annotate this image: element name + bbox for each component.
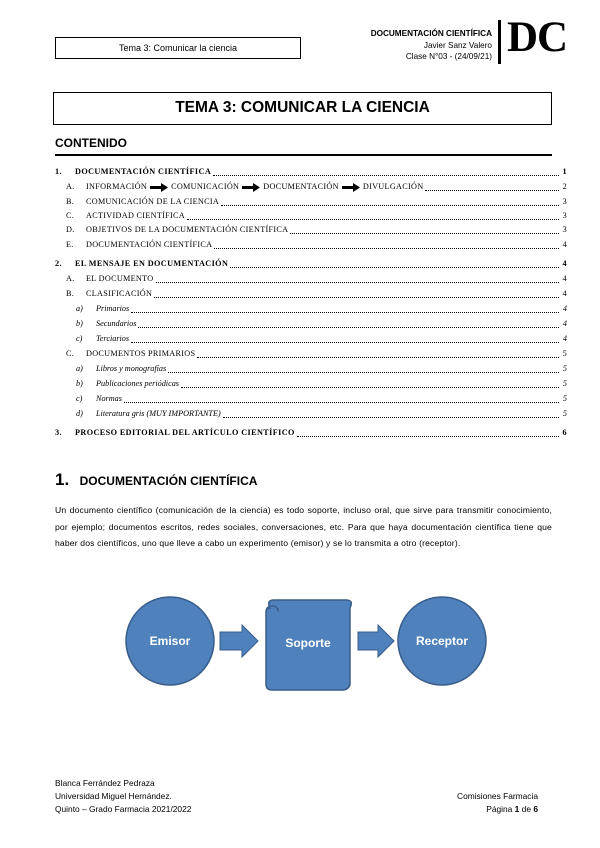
toc-leader [425, 181, 559, 191]
toc-leader [297, 427, 559, 437]
toc-label: ACTIVIDAD CIENTÍFICA [86, 211, 186, 220]
arrow-right-icon [239, 182, 263, 191]
toc-entry[interactable] [0, 181, 600, 193]
toc-number: A. [66, 182, 75, 191]
course-name: DOCUMENTACIÓN CIENTÍFICA [370, 29, 492, 38]
toc-label: OBJETIVOS DE LA DOCUMENTACIÓN CIENTÍFICA [86, 225, 289, 234]
toc-entry[interactable] [0, 288, 600, 300]
toc-label: EL DOCUMENTO [86, 274, 154, 283]
toc-number: C. [66, 349, 75, 358]
topic-box: Tema 3: Comunicar la ciencia [55, 37, 301, 59]
footer-author: Blanca Ferrández Pedraza [55, 778, 155, 788]
toc-entry[interactable] [0, 333, 600, 345]
toc-entry[interactable] [0, 166, 600, 178]
toc-page: 4 [562, 319, 567, 328]
arrow-right-icon [147, 182, 171, 191]
toc-entry[interactable] [0, 408, 600, 420]
toc-label: Primarios [96, 304, 130, 313]
toc-leader [213, 166, 559, 176]
toc-leader [230, 258, 559, 268]
toc-number: C. [66, 211, 75, 220]
toc-entry[interactable] [0, 239, 600, 251]
toc-page: 1 [562, 167, 567, 176]
arrow-1 [220, 625, 258, 657]
toc-page: 3 [562, 225, 567, 234]
toc-entry[interactable] [0, 393, 600, 405]
toc-leader [187, 210, 559, 220]
toc-page: 5 [562, 349, 567, 358]
toc-number: D. [66, 225, 75, 234]
toc-label: Libros y monografías [96, 364, 167, 373]
toc-page: 5 [562, 364, 567, 373]
soporte-label: Soporte [285, 636, 331, 650]
toc-page: 4 [562, 334, 567, 343]
toc-number: 1. [55, 167, 62, 176]
toc-page: 5 [562, 394, 567, 403]
toc-number: a) [76, 304, 83, 313]
footer-group: Comisiones Farmacia [457, 791, 538, 801]
toc-leader [154, 288, 559, 298]
toc-label: Normas [96, 394, 122, 403]
toc-leader [156, 273, 559, 283]
toc-number: B. [66, 289, 75, 298]
toc-page: 4 [562, 259, 567, 268]
toc-label: DOCUMENTACIÓN CIENTÍFICA [75, 167, 212, 176]
page-of: de [519, 804, 534, 814]
toc-chain-term: DOCUMENTACIÓN [263, 182, 339, 191]
dc-logo: DC [507, 14, 568, 61]
footer-right [457, 790, 538, 816]
toc-page: 6 [562, 428, 567, 437]
toc-leader [223, 408, 559, 418]
page-current: 1 [514, 804, 520, 814]
toc-number: A. [66, 274, 75, 283]
toc-entry[interactable] [0, 427, 600, 439]
page-number [457, 803, 538, 816]
toc-entry[interactable] [0, 224, 600, 236]
toc-entry[interactable] [0, 303, 600, 315]
heading-rule [55, 154, 552, 156]
toc-leader [124, 393, 559, 403]
toc-leader [138, 318, 559, 328]
toc-page: 5 [562, 379, 567, 388]
toc-leader [181, 378, 559, 388]
toc-label: DOCUMENTOS PRIMARIOS [86, 349, 196, 358]
header-info [371, 28, 492, 63]
footer-course: Quinto – Grado Farmacia 2021/2022 [55, 804, 192, 814]
page-total: 6 [533, 804, 538, 814]
toc-number: c) [76, 334, 83, 343]
arrow-2 [358, 625, 394, 657]
toc-number: d) [76, 409, 83, 418]
toc-number: 3. [55, 428, 62, 437]
toc-page: 4 [562, 274, 567, 283]
receptor-label: Receptor [415, 634, 469, 648]
toc-label: COMUNICACIÓN DE LA CIENCIA [86, 197, 220, 206]
toc-chain-term: COMUNICACIÓN [171, 182, 240, 191]
toc-leader [221, 196, 559, 206]
section-title: DOCUMENTACIÓN CIENTÍFICA [79, 474, 258, 488]
logo-bar [498, 20, 501, 64]
toc-page: 2 [562, 182, 567, 191]
toc-number: 2. [55, 259, 62, 268]
toc-page: 4 [562, 240, 567, 249]
toc-page: 4 [562, 289, 567, 298]
class-date: Clase N°03 - (24/09/21) [405, 52, 492, 61]
toc-label: Publicaciones periódicas [96, 379, 179, 388]
page-title: TEMA 3: COMUNICAR LA CIENCIA [53, 92, 552, 125]
toc-chain-term: DIVULGACIÓN [362, 182, 424, 191]
footer-left [55, 777, 191, 816]
toc-number: c) [76, 394, 83, 403]
toc-entry[interactable] [0, 210, 600, 222]
emisor-label: Emisor [149, 634, 191, 648]
toc-entry[interactable] [0, 196, 600, 208]
toc-entry[interactable] [0, 273, 600, 285]
toc-entry[interactable] [0, 378, 600, 390]
toc-label [86, 181, 423, 193]
toc-page: 3 [562, 211, 567, 220]
section-number: 1. [55, 470, 70, 489]
toc-entry[interactable] [0, 258, 600, 270]
toc-label: Literatura gris (MUY IMPORTANTE) [96, 409, 221, 418]
toc-leader [131, 333, 559, 343]
toc-label: EL MENSAJE EN DOCUMENTACIÓN [75, 259, 229, 268]
toc-leader [197, 348, 559, 358]
toc-page: 5 [562, 409, 567, 418]
toc-label: PROCESO EDITORIAL DEL ARTÍCULO CIENTÍFICO [75, 428, 295, 437]
toc-label: Secundarios [96, 319, 137, 328]
toc-number: E. [66, 240, 74, 249]
toc-page: 4 [562, 304, 567, 313]
footer-university: Universidad Miguel Hernández. [55, 791, 172, 801]
arrow-right-icon [339, 182, 363, 191]
toc-number: B. [66, 197, 75, 206]
toc-entry[interactable] [0, 363, 600, 375]
toc-leader [214, 239, 559, 249]
toc-leader [290, 224, 559, 234]
toc-number: b) [76, 379, 83, 388]
section-paragraph: Un documento científico (comunicación de la ciencia) es todo soporte, incluso oral, que sirve para transmitir conocimiento, por ejemplo; documentos escritos, redes sociales, conversaciones, etc. Para que haya documentación científica tiene que haber dos científicos, uno que lleve a cabo un experimento (emisor) y se lo transmita a otro (receptor). [55, 505, 552, 548]
teacher-name: Javier Sanz Valero [423, 40, 492, 50]
toc-label: CLASIFICACIÓN [86, 289, 153, 298]
toc-label: Terciarios [96, 334, 130, 343]
toc-number: b) [76, 319, 83, 328]
toc-leader [168, 363, 559, 373]
toc-leader [131, 303, 559, 313]
page-prefix: Página [486, 804, 515, 814]
toc-entry[interactable] [0, 348, 600, 360]
communication-diagram [120, 594, 500, 694]
toc-page: 3 [562, 197, 567, 206]
section-heading [55, 470, 257, 490]
toc-number: a) [76, 364, 83, 373]
contents-heading: CONTENIDO [55, 136, 127, 150]
toc-label: DOCUMENTACIÓN CIENTÍFICA [86, 240, 213, 249]
toc-entry[interactable] [0, 318, 600, 330]
toc-chain-term: INFORMACIÓN [86, 182, 148, 191]
